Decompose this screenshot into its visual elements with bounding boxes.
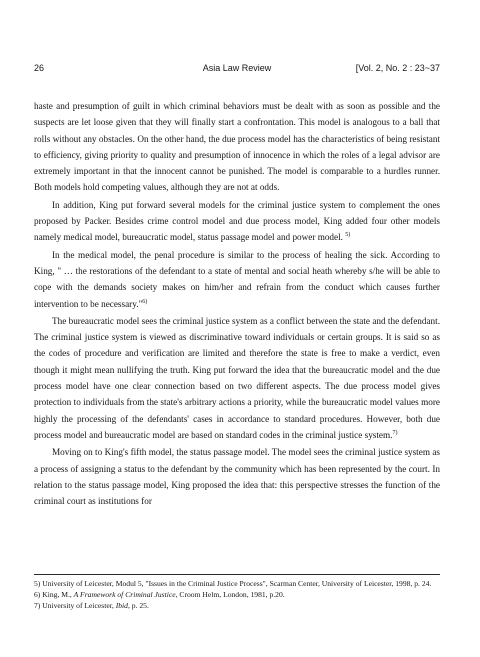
paragraph: Moving on to King's fifth model, the status passage model. The model sees the criminal justice system as a process of assigning a status to the defendant by the community which has been represented by the court. In relation to the status passage model, King proposed the idea that: this perspective stresses the function of the criminal court as institutions for (34, 447, 440, 507)
running-header (34, 63, 440, 77)
footnote-ref: 7) (392, 429, 398, 436)
paragraph: haste and presumption of guilt in which criminal behaviors must be dealt with as soon as possible and the suspects are let loose given that they will finally start a confrontation. This model is analogous to a ball that rolls without any obstacles. On the other hand, the due process model has the characteristics of being resistant to efficiency, giving priority to quality and presumption of innocence in which the roles of a legal advisor are extremely important in that the innocent cannot be punished. The model is comparable to a hurdles runner. Both models hold competing values, although they are not at odds. (34, 101, 440, 193)
footnote-ref: 6) (142, 298, 148, 305)
page-number: 26 (34, 63, 45, 73)
footnotes (34, 578, 440, 611)
paragraph: In addition, King put forward several models for the criminal justice system to complement the ones proposed by Packer. Besides crime control model and due process model, King added four other models namely medical model, bureaucratic model, status passage model and power model. $^{5)}$ (34, 199, 440, 243)
footnote: 6) King, M., A Framework of Criminal Justice, Croom Helm, London, 1981, p.20. (34, 590, 285, 599)
paragraph: In the medical model, the penal procedure is similar to the process of healing the sick. According to King, " … the restorations of the defendant to a state of mental and social heath whereby s/he will be able to cope with the demands society makes on him/her and refrain from the conduct which causes further intervention to be necessary."$^{6)}$ (34, 249, 440, 309)
footnote-ref: 5) (345, 232, 351, 239)
paragraph: The bureaucratic model sees the criminal justice system as a conflict between the state and the defendant. The criminal justice system is viewed as discriminative toward individuals or certain groups. It is said so as the codes of procedure and verification are limited and therefore the state is free to make a verdict, even though it might mean nullifying the truth. King put forward the idea that the bureaucratic model and the due process model have one clear connection based on two different aspects. The due process model gives protection to individuals from the state's arbitrary actions a priority, while the bureaucratic model values more highly the processing of the defendants' cases in accordance to standard procedures. However, both due process model and bureaucratic model are based on standard codes in the criminal justice system.$^{7)}$ (34, 315, 440, 440)
body-text (34, 98, 440, 510)
volume-info: [Vol. 2, No. 2 : 23~37 (355, 63, 440, 73)
journal-title: Asia Law Review (202, 63, 272, 73)
footnote: 7) University of Leicester, Ibid, p. 25. (34, 601, 149, 610)
footnote: 5) University of Leicester, Modul 5, "Issues in the Criminal Justice Process", Scarman Center, University of Leicester, 1998, p. 24. (34, 579, 432, 588)
footnote-separator (34, 574, 440, 575)
